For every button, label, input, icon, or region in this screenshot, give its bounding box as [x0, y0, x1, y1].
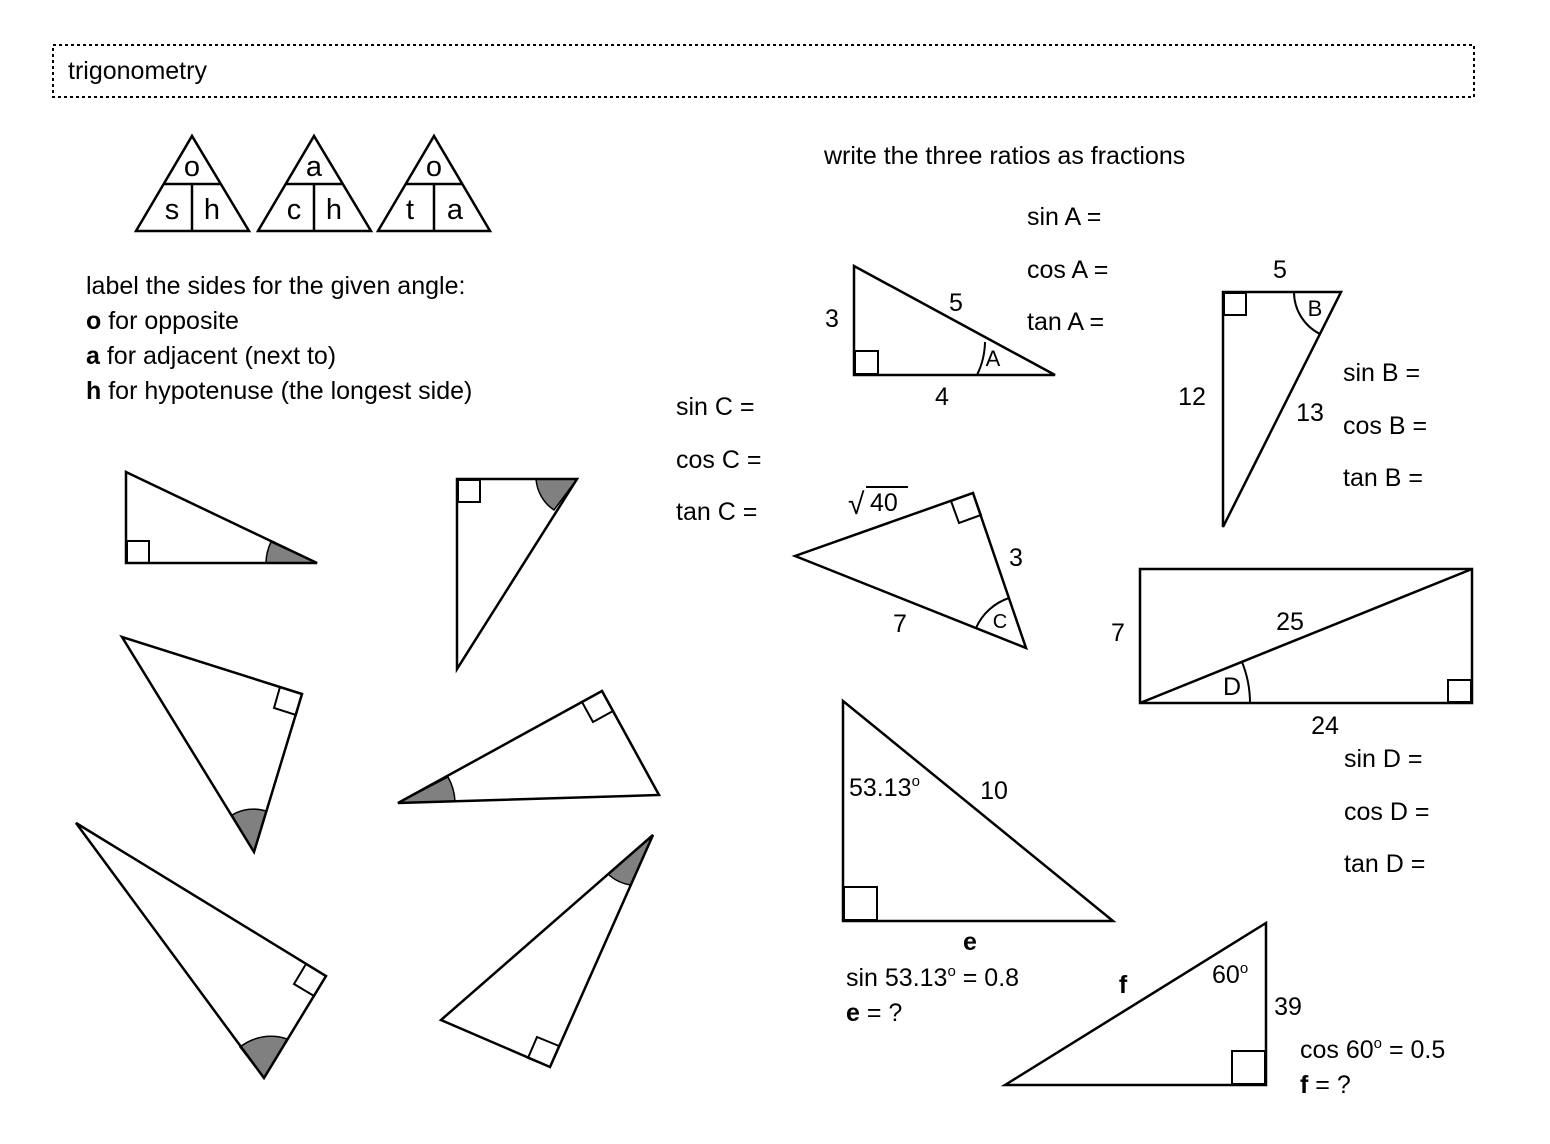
label-triangle-6 — [441, 835, 653, 1067]
triangle-C-sqrt-label — [848, 487, 908, 521]
mnemonic-cah-top: a — [305, 151, 323, 183]
mnemonic-soh-left: s — [164, 194, 180, 226]
mnemonic-cah — [258, 136, 371, 231]
mnemonic-cah-right: h — [325, 194, 343, 226]
cos-A-label: cos A = — [1027, 256, 1109, 284]
triangle-e-hypotenuse-length: 10 — [980, 777, 1008, 805]
sin-D-label: sin D = — [1344, 745, 1423, 773]
cos-C-label: cos C = — [676, 446, 762, 474]
triangle-D-left-length: 7 — [1111, 619, 1125, 647]
instructions-intro: label the sides for the given angle: — [86, 272, 466, 300]
triangle-f-unknown-side: f — [1118, 971, 1128, 999]
triangle-B-left-length: 12 — [1178, 383, 1206, 411]
sin-A-label: sin A = — [1027, 203, 1102, 231]
instruction-hypotenuse: h for hypotenuse (the longest side) — [86, 377, 473, 405]
cos-B-label: cos B = — [1343, 412, 1428, 440]
label-triangle-1 — [126, 472, 317, 563]
triangle-D-diagonal-length: 25 — [1276, 608, 1304, 636]
triangle-A — [825, 266, 1055, 411]
ratios-heading: write the three ratios as fractions — [824, 142, 1186, 170]
triangle-A-adjacent-length: 4 — [935, 383, 949, 411]
triangle-C-hypotenuse-root: 40 — [870, 489, 898, 517]
triangle-C-angle-label: C — [992, 611, 1008, 633]
triangle-A-hypotenuse-length: 5 — [949, 289, 963, 317]
mnemonic-cah-left: c — [286, 194, 302, 226]
mnemonic-toa-right: a — [446, 194, 464, 226]
triangle-A-angle-label: A — [985, 346, 1001, 371]
page-title: trigonometry — [68, 57, 207, 85]
tan-C-label: tan C = — [676, 498, 758, 526]
mnemonic-soh-top: o — [183, 151, 201, 183]
sin-C-label: sin C = — [676, 393, 755, 421]
tan-A-label: tan A = — [1027, 308, 1105, 336]
triangle-C — [795, 487, 1026, 648]
triangle-B-hypotenuse-length: 13 — [1296, 399, 1324, 427]
mnemonic-toa — [378, 136, 490, 231]
instruction-opposite: o for opposite — [86, 307, 239, 335]
triangle-e-angle: 53.13$^o$ — [849, 773, 920, 802]
mnemonic-soh-right: h — [203, 194, 221, 226]
problem-e-given: $\sin 53.13^o = 0.8$ — [846, 963, 1020, 992]
problem-e-question: e = ? — [846, 999, 903, 1027]
cos-D-label: cos D = — [1344, 798, 1430, 826]
label-triangle-2 — [457, 479, 577, 669]
triangle-D — [1111, 569, 1472, 740]
triangle-f-angle: 60$^o$ — [1212, 960, 1249, 989]
mnemonic-soh — [136, 136, 249, 231]
title-box — [53, 45, 1474, 97]
problem-f-question: f = ? — [1300, 1071, 1351, 1099]
triangle-A-opposite-length: 3 — [825, 305, 839, 333]
label-triangle-4 — [398, 691, 659, 803]
triangle-e — [843, 701, 1113, 956]
mnemonic-toa-top: o — [425, 151, 443, 183]
triangle-f-side-length: 39 — [1274, 993, 1302, 1021]
triangle-B-top-length: 5 — [1273, 256, 1287, 284]
tan-D-label: tan D = — [1344, 850, 1426, 878]
triangle-B-angle-label: B — [1307, 296, 1323, 321]
label-triangle-3 — [122, 637, 302, 852]
triangle-D-angle-label: D — [1222, 673, 1242, 701]
label-triangle-5 — [76, 823, 326, 1078]
problem-f-given: $\cos 60^o = 0.5$ — [1300, 1035, 1446, 1064]
mnemonic-toa-left: t — [405, 194, 415, 226]
triangle-f — [1005, 923, 1302, 1085]
triangle-C-base-length: 7 — [893, 610, 907, 638]
tan-B-label: tan B = — [1343, 464, 1423, 492]
triangle-C-side-length: 3 — [1009, 544, 1023, 572]
sin-B-label: sin B = — [1343, 359, 1421, 387]
triangle-e-unknown-side: e — [963, 928, 977, 956]
instruction-adjacent: a for adjacent (next to) — [86, 342, 337, 370]
sqrt-sign: √ — [848, 488, 865, 521]
triangle-D-base-length: 24 — [1311, 712, 1339, 740]
triangle-B — [1178, 256, 1341, 527]
